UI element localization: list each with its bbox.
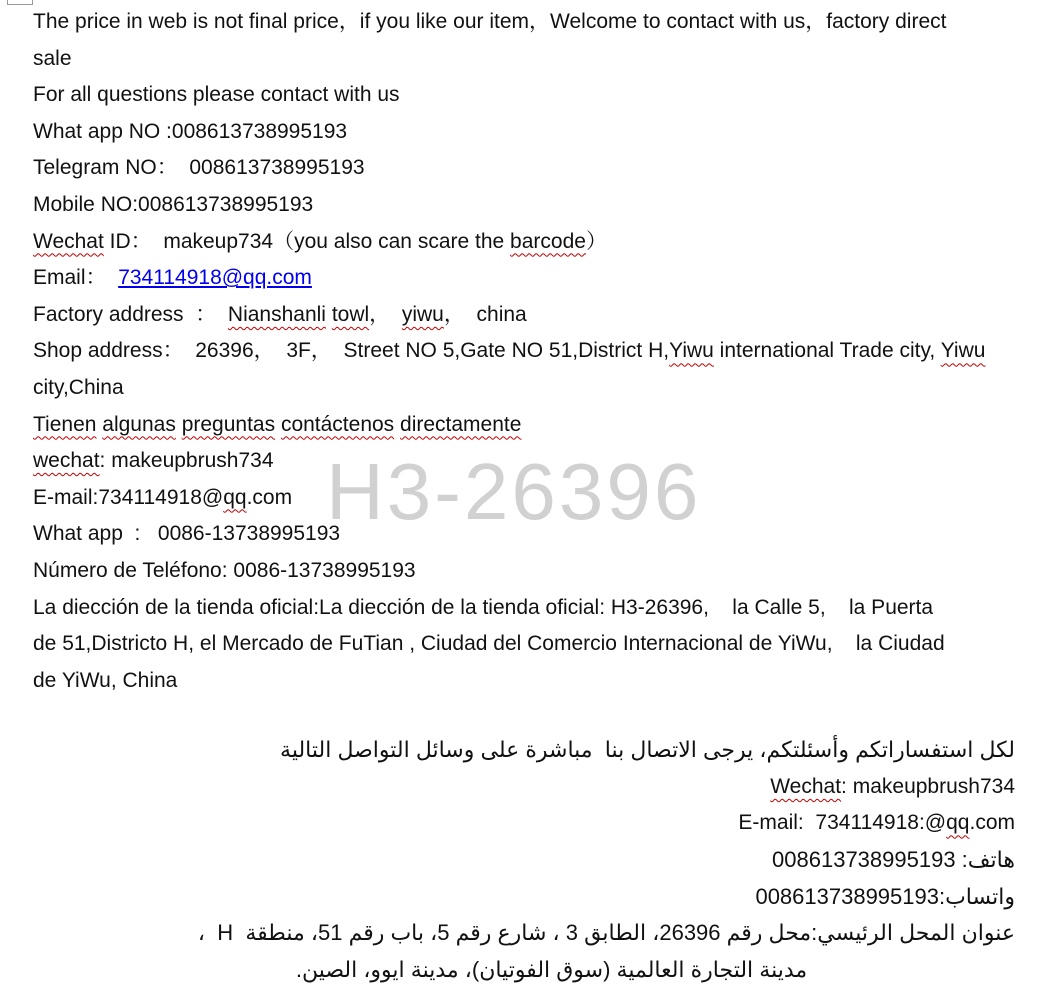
misspelled-word: qq <box>223 485 247 509</box>
line-wechat2 <box>33 443 1015 480</box>
text-segment: ID： makeup734（you also can scare the <box>103 229 511 253</box>
text-segment: .com <box>246 485 293 509</box>
line-questions: For all questions please contact with us <box>33 83 400 107</box>
line-price-notice-wrap: sale <box>33 46 72 70</box>
misspelled-word: Tienen <box>33 412 97 436</box>
misspelled-word: algunas <box>102 412 176 436</box>
email-link[interactable]: 734114918@qq.com <box>118 266 312 290</box>
text-segment: ， china <box>443 302 527 326</box>
line-shop-address <box>33 333 1015 370</box>
line-shop-address-wrap: city,China <box>33 375 124 399</box>
misspelled-word: Yiwu <box>669 339 714 363</box>
text-segment: : makeupbrush734 <box>841 774 1015 798</box>
line-whatsapp-no: What app NO :008613738995193 <box>33 119 348 143</box>
misspelled-word: yiwu <box>401 302 444 326</box>
line-wechat-id <box>33 224 1015 261</box>
misspelled-word: Yiwu <box>940 339 986 363</box>
line-price-notice: The price in web is not final price，if you like our item，Welcome to contact with us，factory direct <box>33 10 947 33</box>
misspelled-word: Nianshanli <box>227 302 326 326</box>
text-segment: E-mail: 734114918:@ <box>738 811 947 835</box>
misspelled-word: Wechat <box>33 229 104 253</box>
text-segment: ， <box>369 302 402 326</box>
text-segment: : makeupbrush734 <box>99 449 274 473</box>
misspelled-word: wechat <box>33 449 100 473</box>
line-spanish-contact <box>33 407 1015 444</box>
misspelled-word: preguntas <box>181 412 276 436</box>
misspelled-word: barcode <box>510 229 586 253</box>
page-edge-artifact <box>7 0 33 5</box>
line-email2 <box>33 480 1015 517</box>
misspelled-word: Wechat <box>770 774 842 798</box>
email-label: Email： <box>33 266 119 290</box>
misspelled-word: contáctenos <box>280 412 395 436</box>
document-content <box>33 4 1015 988</box>
line-telegram-no: Telegram NO： 008613738995193 <box>33 156 365 180</box>
line-arabic-address-1: عنوان المحل الرئيسي:محل رقم 26396، الطابق 3 ، شارع رقم 5، باب رقم 51، منطقة H ، <box>197 920 1015 946</box>
misspelled-word: towl <box>331 302 370 326</box>
line-factory-address <box>33 297 1015 334</box>
line-arabic-address-2: مدينة التجارة العالمية (سوق الفوتيان)، مدينة ايوو، الصين. <box>295 956 808 982</box>
text-segment: ） <box>585 229 607 253</box>
line-arabic-email <box>33 805 1015 842</box>
block-spacer <box>33 699 1015 732</box>
line-arabic-intro: لكل استفساراتكم وأسئلتكم، يرجى الاتصال بنا مباشرة على وسائل التواصل التالية <box>280 737 1015 763</box>
factory-address-label: Factory address ： <box>33 302 228 326</box>
line-spanish-address-3: de YiWu, China <box>33 668 178 692</box>
line-whatsapp2: What app : 0086-13738995193 <box>33 522 341 546</box>
shop-address-label: Shop address： 26396， 3F， Street NO 5,Gate NO 51,District H, <box>33 339 670 363</box>
watermark: H3-26396 <box>326 447 702 536</box>
line-mobile-no: Mobile NO:008613738995193 <box>33 192 314 216</box>
text-segment: E-mail:734114918@ <box>33 485 224 509</box>
misspelled-word: directamente <box>400 412 522 436</box>
line-arabic-wechat <box>33 769 1015 806</box>
line-email <box>33 260 1015 297</box>
misspelled-word: qq <box>946 811 970 835</box>
text-segment: .com <box>969 811 1015 835</box>
text-segment: international Trade city, <box>713 339 941 363</box>
line-spanish-address-1: La diección de la tienda oficial:La diección de la tienda oficial: H3-26396, la Calle 5, la Puerta <box>33 595 934 619</box>
line-spanish-address-2: de 51,Districto H, el Mercado de FuTian , Ciudad del Comercio Internacional de YiWu, la Ciudad <box>33 632 945 656</box>
line-arabic-phone: هاتف: 008613738995193 <box>772 847 1015 873</box>
line-arabic-whatsapp: واتساب:008613738995193 <box>755 883 1015 909</box>
line-numero-telefono: Número de Teléfono: 0086-13738995193 <box>33 558 416 582</box>
